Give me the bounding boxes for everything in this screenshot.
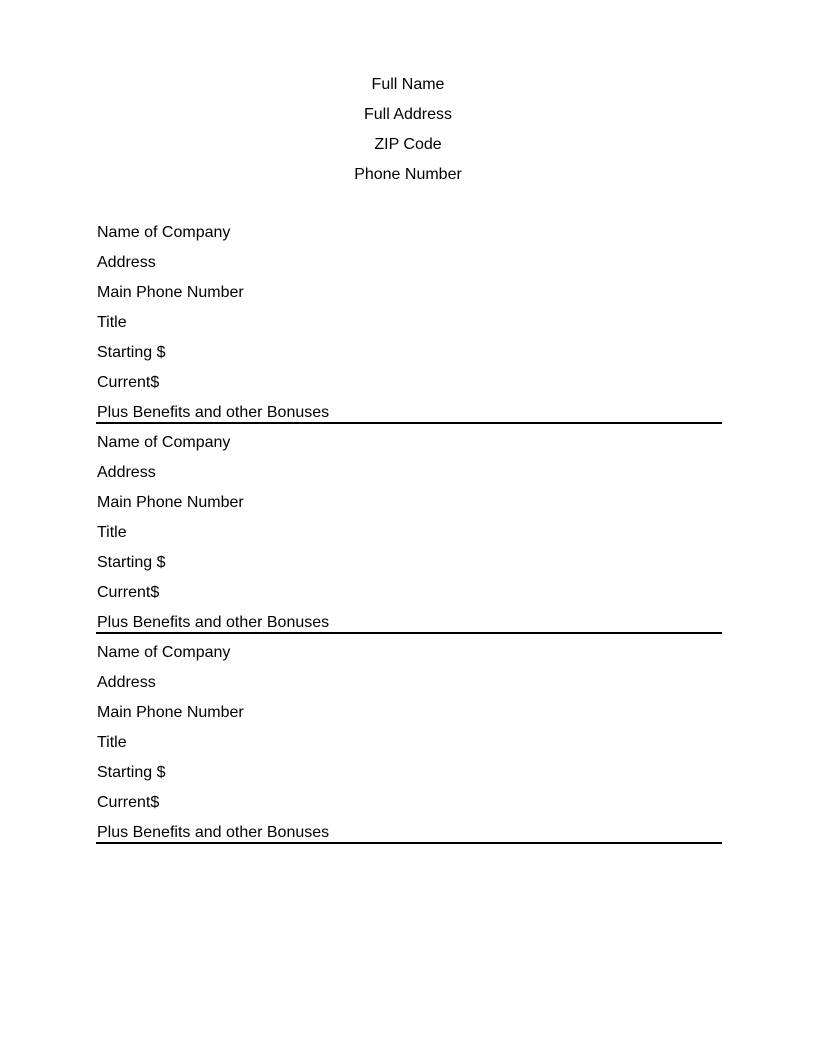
benefits-field: Plus Benefits and other Bonuses <box>97 404 330 421</box>
starting-salary-field: Starting $ <box>97 764 166 781</box>
company-name-field: Name of Company <box>97 224 231 241</box>
title-field: Title <box>97 524 127 541</box>
title-field: Title <box>97 314 127 331</box>
address-field: Address <box>97 464 156 481</box>
current-salary-field: Current$ <box>97 584 160 601</box>
company-name-field: Name of Company <box>97 434 231 451</box>
benefits-field: Plus Benefits and other Bonuses <box>97 824 330 841</box>
title-field: Title <box>97 734 127 751</box>
employment-section-3 <box>96 638 722 844</box>
full-name-label: Full Name <box>371 76 445 93</box>
main-phone-field: Main Phone Number <box>97 704 244 721</box>
company-name-field: Name of Company <box>97 644 231 661</box>
main-phone-field: Main Phone Number <box>97 284 244 301</box>
main-phone-field: Main Phone Number <box>97 494 244 511</box>
contact-header <box>0 70 816 190</box>
phone-number-label: Phone Number <box>354 166 462 183</box>
employment-sections <box>96 218 722 844</box>
address-field: Address <box>97 674 156 691</box>
employment-section-1 <box>96 218 722 424</box>
zip-code-label: ZIP Code <box>374 136 442 153</box>
address-field: Address <box>97 254 156 271</box>
benefits-field: Plus Benefits and other Bonuses <box>97 614 330 631</box>
current-salary-field: Current$ <box>97 794 160 811</box>
current-salary-field: Current$ <box>97 374 160 391</box>
employment-section-2 <box>96 428 722 634</box>
full-address-label: Full Address <box>363 106 453 123</box>
starting-salary-field: Starting $ <box>97 554 166 571</box>
starting-salary-field: Starting $ <box>97 344 166 361</box>
